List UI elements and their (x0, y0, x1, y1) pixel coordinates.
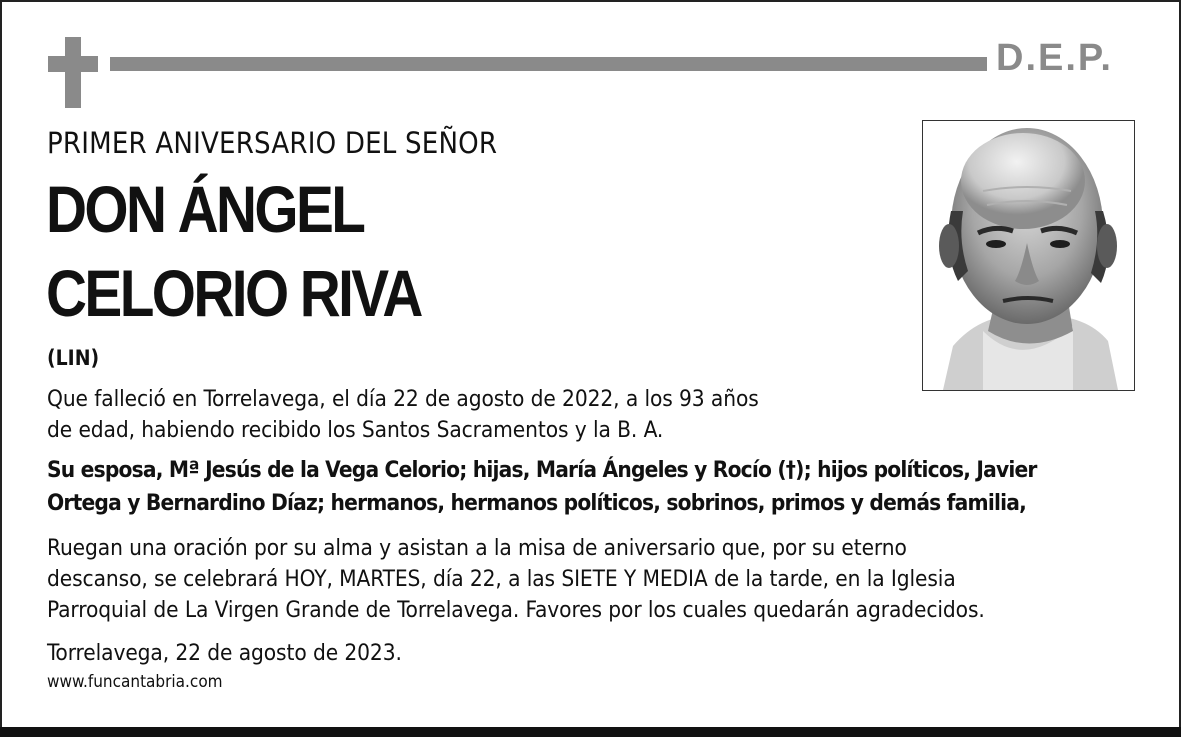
header-rule (110, 57, 987, 71)
deceased-nickname: (LIN) (47, 346, 100, 370)
deceased-name-line1: DON ÁNGEL (46, 172, 364, 246)
family-line2: Ortega y Bernardino Díaz; hermanos, hermanos políticos, sobrinos, primos y demás familia, (47, 490, 1026, 516)
mass-request-line2: descanso, se celebrará HOY, MARTES, día 22, a las SIETE Y MEDIA de la tarde, en la Iglesia (47, 566, 956, 592)
anniversary-subtitle: PRIMER ANIVERSARIO DEL SEÑOR (47, 126, 498, 160)
website-link[interactable]: www.funcantabria.com (47, 672, 223, 692)
dep-label: D.E.P. (996, 37, 1113, 79)
bottom-rule (0, 727, 1181, 737)
mass-request-line3: Parroquial de La Virgen Grande de Torrelavega. Favores por los cuales quedarán agradecidos. (47, 597, 985, 623)
place-date: Torrelavega, 22 de agosto de 2023. (47, 640, 402, 666)
deceased-name-line2: CELORIO RIVA (46, 256, 421, 330)
deceased-photo (922, 120, 1135, 391)
family-line1: Su esposa, Mª Jesús de la Vega Celorio; hijas, María Ángeles y Rocío (†); hijos políticos, Javier (47, 457, 1037, 483)
death-details-line2: de edad, habiendo recibido los Santos Sacramentos y la B. A. (47, 417, 664, 443)
mass-request-line1: Ruegan una oración por su alma y asistan a la misa de aniversario que, por su eterno (47, 535, 907, 561)
death-details-line1: Que falleció en Torrelavega, el día 22 de agosto de 2022, a los 93 años (47, 386, 759, 412)
